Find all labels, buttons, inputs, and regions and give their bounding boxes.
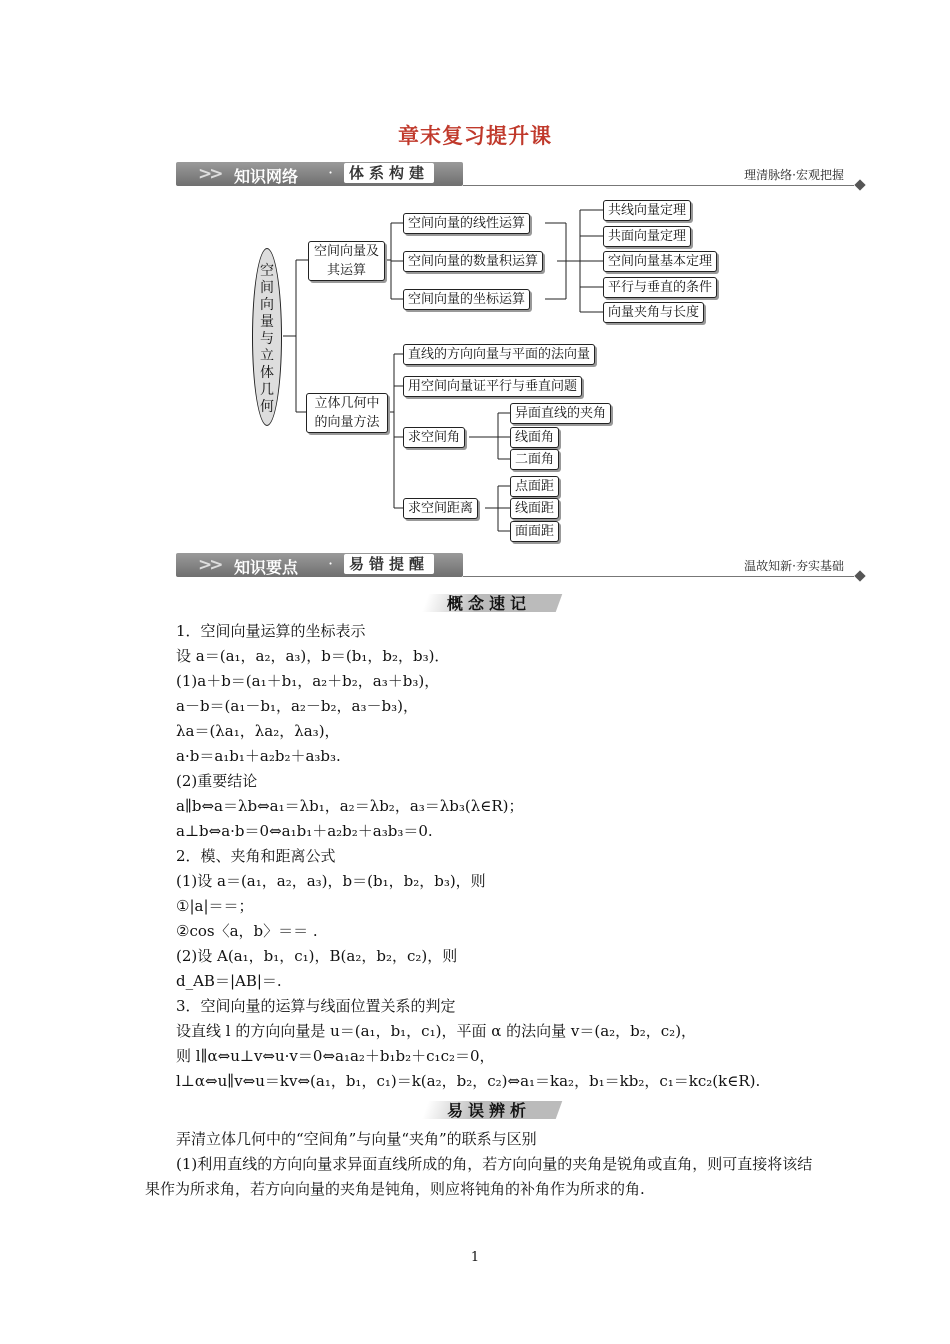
mindmap-distance: 线面距 bbox=[510, 498, 559, 519]
mindmap-distance: 点面距 bbox=[510, 476, 559, 497]
mindmap-op: 空间向量的数量积运算 bbox=[403, 251, 543, 272]
mindmap-angle: 二面角 bbox=[510, 449, 559, 470]
mindmap-op: 空间向量的坐标运算 bbox=[403, 289, 530, 310]
mindmap-method: 用空间向量证平行与垂直问题 bbox=[403, 376, 582, 397]
concept-line: d_AB＝|AB|＝. bbox=[176, 972, 282, 990]
page-title: 章末复习提升课 bbox=[398, 123, 552, 148]
concept-line: (1)a＋b＝(a₁＋b₁，a₂＋b₂，a₃＋b₃)， bbox=[176, 672, 440, 690]
mindmap-method: 直线的方向向量与平面的法向量 bbox=[403, 344, 595, 365]
concept-line: 设直线 l 的方向向量是 u＝(a₁，b₁，c₁)，平面 α 的法向量 v＝(a₂，b₂，c₂)， bbox=[176, 1022, 697, 1040]
mindmap-theorem: 向量夹角与长度 bbox=[603, 302, 704, 323]
concept-line: 2．模、夹角和距离公式 bbox=[176, 847, 336, 865]
mindmap-angle: 线面角 bbox=[510, 427, 559, 448]
concept-line: 1．空间向量运算的坐标表示 bbox=[176, 622, 366, 640]
banner-note: 理清脉络·宏观把握 bbox=[744, 168, 844, 182]
mindmap-theorem: 空间向量基本定理 bbox=[603, 251, 717, 272]
concept-line: ①|a|＝＝； bbox=[176, 897, 254, 915]
concept-line: 则 l∥α⇔u⊥v⇔u·v＝0⇔a₁a₂＋b₁b₂＋c₁c₂＝0， bbox=[176, 1047, 495, 1065]
chevron-right-icon: >> bbox=[198, 555, 221, 575]
concept-list bbox=[176, 619, 760, 1094]
chevron-right-icon: >> bbox=[198, 164, 221, 184]
concept-line: (2)设 A(a₁，b₁，c₁)，B(a₂，b₂，c₂)，则 bbox=[176, 947, 458, 965]
page-number: 1 bbox=[470, 1250, 480, 1265]
banner-left-label: 知识网络 bbox=[234, 167, 299, 186]
mindmap-connectors bbox=[0, 0, 950, 560]
banner-separator: · bbox=[328, 554, 334, 573]
mindmap-theorem: 共面向量定理 bbox=[603, 226, 691, 247]
banner-right-label: 易错提醒 bbox=[344, 554, 434, 574]
mindmap-method: 求空间距离 bbox=[403, 498, 478, 519]
concept-line: (2)重要结论 bbox=[176, 772, 258, 790]
banner-note: 温故知新·夯实基础 bbox=[744, 559, 844, 573]
concept-line: 设 a＝(a₁，a₂，a₃)，b＝(b₁，b₂，b₃)． bbox=[176, 647, 450, 665]
concept-line: a∥b⇔a＝λb⇔a₁＝λb₁，a₂＝λb₂，a₃＝λb₃(λ∈R)； bbox=[176, 797, 524, 815]
banner-separator: · bbox=[328, 163, 334, 182]
banner-right-label: 体系构建 bbox=[344, 163, 434, 183]
concept-line: a·b＝a₁b₁＋a₂b₂＋a₃b₃. bbox=[176, 747, 341, 765]
mindmap-op: 空间向量的线性运算 bbox=[403, 213, 530, 234]
banner-left-label: 知识要点 bbox=[234, 558, 299, 577]
mindmap-angle: 异面直线的夹角 bbox=[510, 403, 611, 424]
errors-paragraph: (1)利用直线的方向向量求异面直线所成的角，若方向向量的夹角是锐角或直角，则可直接将该结果作为所求角，若方向向量的夹角是钝角，则应将钝角的补角作为所求的角. bbox=[145, 1155, 813, 1198]
diamond-icon bbox=[854, 570, 865, 581]
subsection-heading-concepts bbox=[425, 590, 559, 614]
concept-line: a－b＝(a₁－b₁，a₂－b₂，a₃－b₃)， bbox=[176, 697, 418, 715]
banner-rule bbox=[463, 576, 854, 577]
mindmap-distance: 面面距 bbox=[510, 521, 559, 542]
subsection-heading-errors bbox=[425, 1097, 559, 1121]
concept-line: λa＝(λa₁，λa₂，λa₃)， bbox=[176, 722, 340, 740]
concept-line: 3．空间向量的运算与线面位置关系的判定 bbox=[176, 997, 456, 1015]
errors-intro: 弄清立体几何中的“空间角”与向量“夹角”的联系与区别 bbox=[176, 1130, 537, 1148]
subsection-title: 易误辨析 bbox=[447, 1101, 532, 1120]
mindmap-branch-vector-methods: 立体几何中的向量方法 bbox=[306, 393, 388, 433]
concept-line: (1)设 a＝(a₁，a₂，a₃)，b＝(b₁，b₂，b₃)，则 bbox=[176, 872, 486, 890]
concept-line: ②cos〈a，b〉＝＝ . bbox=[176, 922, 318, 940]
concept-line: l⊥α⇔u∥v⇔u＝kv⇔(a₁，b₁，c₁)＝k(a₂，b₂，c₂)⇔a₁＝ka₂，b₁＝kb₂，c₁＝kc₂(k∈R). bbox=[176, 1072, 761, 1090]
mindmap-theorem: 共线向量定理 bbox=[603, 200, 691, 221]
subsection-title: 概念速记 bbox=[447, 594, 532, 613]
mindmap-root-label: 空间向量与立体几何 bbox=[260, 263, 274, 415]
mindmap-method: 求空间角 bbox=[403, 427, 465, 448]
mindmap-theorem: 平行与垂直的条件 bbox=[603, 277, 717, 298]
mindmap-root bbox=[252, 248, 282, 426]
concept-line: a⊥b⇔a·b＝0⇔a₁b₁＋a₂b₂＋a₃b₃＝0. bbox=[176, 822, 433, 840]
mindmap-branch-vector-ops: 空间向量及其运算 bbox=[308, 241, 385, 281]
section-banner-key-points bbox=[176, 553, 864, 579]
